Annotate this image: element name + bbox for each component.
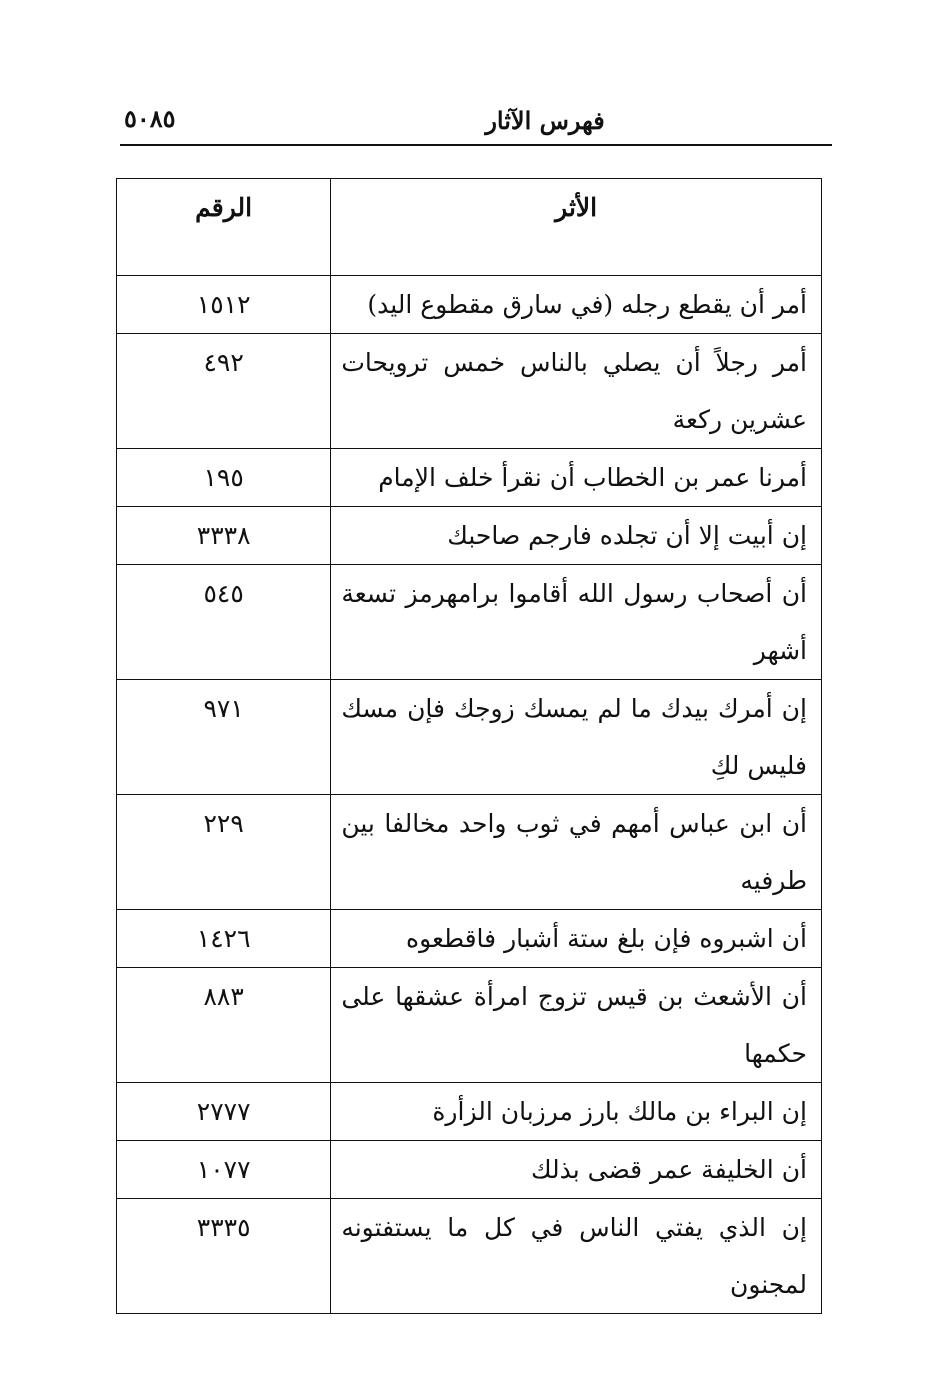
athar-number: ١٩٥ xyxy=(117,449,331,507)
page-title: فهرس الآثار xyxy=(485,106,605,135)
table-row xyxy=(117,276,822,334)
athar-number: ٨٨٣ xyxy=(117,968,331,1083)
table-row xyxy=(117,1083,822,1141)
table-row xyxy=(117,565,822,680)
athar-text: أمر رجلاً أن يصلي بالناس خمس ترويحات عشرين ركعة xyxy=(331,334,822,449)
athar-number: ١٤٢٦ xyxy=(117,910,331,968)
page-number: ٥٠٨٥ xyxy=(124,104,176,133)
athar-number: ٣٣٣٥ xyxy=(117,1199,331,1314)
table-row xyxy=(117,507,822,565)
athar-number: ٢٧٧٧ xyxy=(117,1083,331,1141)
table-row xyxy=(117,1141,822,1199)
athar-text: أن الأشعث بن قيس تزوج امرأة عشقها على حكمها xyxy=(331,968,822,1083)
athar-text: أن الخليفة عمر قضى بذلك xyxy=(331,1141,822,1199)
table-header-row xyxy=(117,179,822,276)
athar-text: إن البراء بن مالك بارز مرزبان الزأرة xyxy=(331,1083,822,1141)
athar-text: إن أمرك بيدك ما لم يمسك زوجك فإن مسك فليس لكِ xyxy=(331,680,822,795)
athar-text: أمر أن يقطع رجله (في سارق مقطوع اليد) xyxy=(331,276,822,334)
athar-text: إن أبيت إلا أن تجلده فارجم صاحبك xyxy=(331,507,822,565)
athar-text: أن أصحاب رسول الله أقاموا برامهرمز تسعة أشهر xyxy=(331,565,822,680)
athar-text: أن ابن عباس أمهم في ثوب واحد مخالفا بين طرفيه xyxy=(331,795,822,910)
table-row xyxy=(117,334,822,449)
athar-text: إن الذي يفتي الناس في كل ما يستفتونه لمجنون xyxy=(331,1199,822,1314)
athar-number: ١٥١٢ xyxy=(117,276,331,334)
table-row xyxy=(117,968,822,1083)
table-row xyxy=(117,1199,822,1314)
table-row xyxy=(117,795,822,910)
athar-text: أن اشبروه فإن بلغ ستة أشبار فاقطعوه xyxy=(331,910,822,968)
athar-number: ٤٩٢ xyxy=(117,334,331,449)
athar-index-table xyxy=(116,178,822,1314)
athar-number: ٣٣٣٨ xyxy=(117,507,331,565)
page-header xyxy=(120,100,832,144)
athar-number: ٩٧١ xyxy=(117,680,331,795)
athar-number: ١٠٧٧ xyxy=(117,1141,331,1199)
athar-number: ٢٢٩ xyxy=(117,795,331,910)
column-header-number: الرقم xyxy=(117,179,331,276)
table-row xyxy=(117,449,822,507)
table-row xyxy=(117,910,822,968)
column-header-athar: الأثر xyxy=(331,179,822,276)
header-divider xyxy=(120,144,832,146)
athar-number: ٥٤٥ xyxy=(117,565,331,680)
table-row xyxy=(117,680,822,795)
athar-text: أمرنا عمر بن الخطاب أن نقرأ خلف الإمام xyxy=(331,449,822,507)
